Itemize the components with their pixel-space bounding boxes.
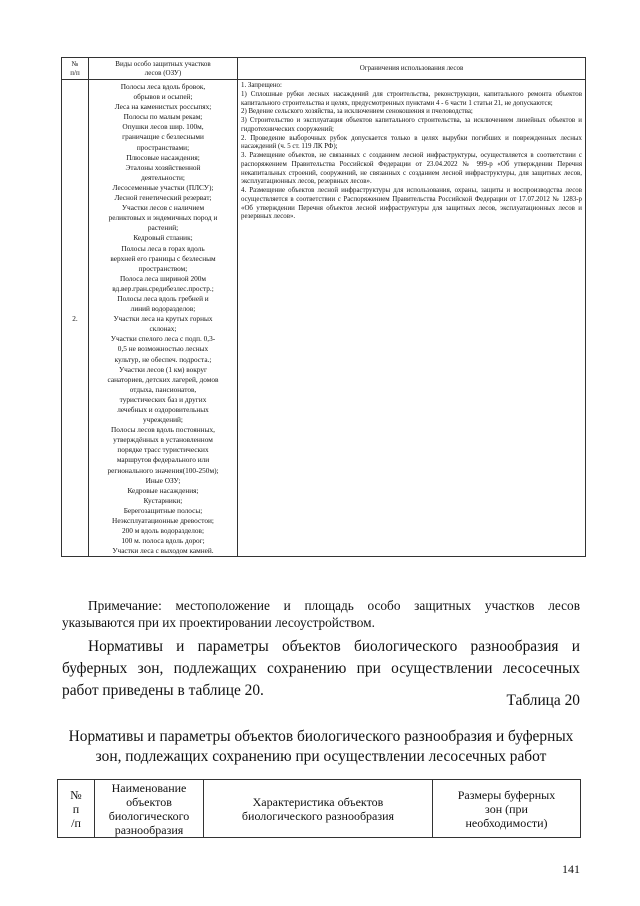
restrictions-cell (238, 80, 586, 557)
header-buffer-size (433, 780, 581, 838)
ozu-type-line: обрывов и осыпей; (133, 92, 193, 102)
body-paragraph: Нормативы и параметры объектов биологического разнообразия и буферных зон, подлежащих сохранению при осуществлении лесосечных работ приведены в таблице 20. (62, 638, 580, 699)
header-number-line: № (71, 60, 79, 68)
ozu-type-line: отдыха, пансионатов, (129, 384, 197, 394)
table-title: Нормативы и параметры объектов биологического разнообразия и буферных зон, подлежащих сохранению при осуществлении лесосечных работ (68, 728, 574, 765)
ozu-type-line: Участки леса на крутых горных (113, 314, 213, 324)
ozu-restrictions-table (61, 57, 586, 557)
header-number-line: п (72, 801, 80, 816)
ozu-type-line: туристических баз и других (119, 394, 207, 404)
header-buffer-size-line: необходимости) (465, 815, 548, 830)
ozu-type-line: Полосы по малым рекам; (123, 112, 203, 122)
ozu-type-line: верхней его границы с безлесным (110, 253, 216, 263)
ozu-type-line: Участки спелого леса с подп. 0,3- (110, 334, 216, 344)
ozu-type-line: маршрутов федерального или (116, 455, 210, 465)
ozu-types-cell (89, 80, 238, 557)
ozu-type-line: линий водоразделов; (130, 304, 196, 314)
header-buffer-size-line: Размеры буферных (457, 787, 556, 802)
table-row (62, 80, 586, 557)
ozu-type-line: регионального значения(100-250м); (107, 465, 219, 475)
table-header-row (62, 58, 586, 80)
header-number-line: № (70, 787, 82, 802)
ozu-type-line: растений; (147, 223, 179, 233)
ozu-type-line: Участки леса с выходом камней. (112, 546, 214, 556)
header-ozu-types (89, 58, 238, 80)
ozu-type-line: учреждений; (143, 415, 183, 425)
restriction-item: 3) Строительство и эксплуатация объектов капитального строительства, за исключением линейных объектов и гидротехнических сооружений; (241, 117, 582, 133)
restriction-item: 2. Проведение выборочных рубок допускается только в целях вырубки погибших и поврежденных лесных насаждений (ч. 5 ст. 119 ЛК РФ); (241, 134, 582, 151)
ozu-type-line: Полосы леса в горах вдоль (121, 243, 205, 253)
ozu-type-line: Полоса леса шириной 200м (119, 273, 207, 283)
note-paragraph: Примечание: местоположение и площадь особо защитных участков лесов указываются при их проектировании лесоустройством. (62, 598, 580, 630)
ozu-type-line: Участки лесов (1 км) вокруг (118, 364, 208, 374)
ozu-type-line: Полосы леса вдоль гребней и (117, 293, 209, 303)
ozu-type-line: Эталоны хозяйственной (125, 162, 201, 172)
ozu-type-line: Полосы лесов вдоль постоянных, (111, 425, 215, 435)
ozu-type-line: Иные ОЗУ; (145, 475, 181, 485)
ozu-type-line: Кустарники; (143, 495, 183, 505)
ozu-type-line: санаториев, детских лагерей, домов (107, 374, 219, 384)
ozu-type-line: Берегозащитные полосы; (123, 505, 203, 515)
header-object-name-line: объектов (126, 794, 172, 809)
table-header-row (58, 780, 581, 838)
ozu-type-line: утверждённых в установленном (113, 435, 213, 445)
ozu-type-line: склонах; (149, 324, 177, 334)
header-characteristic-line: биологического разнообразия (241, 808, 395, 823)
header-ozu-types-line: лесов (ОЗУ) (144, 68, 182, 77)
ozu-type-line: граничащие с безлесными (122, 132, 204, 142)
ozu-type-line: реликтовых и эндемичных пород и (108, 213, 218, 223)
ozu-type-line: Опушки лесов шир. 100м, (122, 122, 204, 132)
header-ozu-types-line: Виды особо защитных участков (115, 60, 211, 68)
header-number-line: п/п (70, 68, 80, 77)
ozu-type-line: 100 м. полоса вдоль дорог; (121, 536, 205, 546)
header-object-name-line: разнообразия (114, 822, 184, 837)
restriction-item: 3. Размещение объектов, не связанных с созданием лесной инфраструктуры, осуществляется в соответствии с распоряжением Правительства Российской Федерации от 23.04.2022 № 999-р «Об утверждении Перечня некапитальных строений, сооружений, не связанных с созданием лесной инфраструктуры, для защитных лесов, эксплуатационных лесов, резервных лесов». (241, 152, 582, 186)
restriction-item: 1. Запрещено: (241, 82, 282, 89)
restriction-item: 1) Сплошные рубки лесных насаждений для строительства, реконструкции, капитального ремонта объектов капитального строительства и целях, предусмотренных пунктами 4 - 6 части 1 статьи 21, не допускаются; (241, 90, 582, 107)
header-number-line: /п (71, 815, 81, 830)
ozu-type-line: Плюсовые насаждения; (126, 152, 200, 162)
ozu-type-line: лечебных и оздоровительных (117, 405, 209, 414)
header-number (62, 58, 89, 80)
biodiversity-table (57, 779, 581, 838)
ozu-type-line: пространством; (138, 263, 188, 273)
ozu-type-line: Кедровый стланик; (133, 233, 193, 243)
header-number (58, 780, 95, 838)
ozu-type-line: культур, не обеспеч. подроста.; (114, 354, 212, 364)
ozu-type-line: Леса на каменистых россыпях; (114, 102, 212, 112)
ozu-type-line: 0,5 не возможностью лесных (117, 344, 209, 354)
restriction-item: 4. Размещение объектов лесной инфраструктуры для использования, охраны, защиты и воспроизводства лесов осуществляется в соответствии с Распоряжением Правительства Российской Федерации от 17.07.2012 № 1283-р «Об утверждении Перечня объектов лесной инфраструктуры для защитных лесов, эксплуатационных лесов и резервных лесов». (241, 187, 582, 221)
ozu-type-line: деятельности; (141, 172, 185, 182)
header-characteristic (204, 780, 433, 838)
header-object-name-line: Наименование (111, 780, 187, 795)
header-restrictions: Ограничения использования лесов (238, 58, 586, 80)
header-object-name (95, 780, 204, 838)
restriction-item: 2) Ведение сельского хозяйства, за исключением сенокошения и пчеловодства; (241, 108, 473, 116)
header-characteristic-line: Характеристика объектов (252, 794, 384, 809)
ozu-type-line: пространствами; (136, 142, 190, 152)
ozu-type-line: 200 м вдоль водоразделов; (121, 526, 205, 536)
ozu-type-line: вд.вер.гран.средибезлес.простр.; (112, 283, 214, 293)
ozu-type-line: Участки лесов с наличием (121, 203, 205, 213)
ozu-type-line: порядке трасс туристических (117, 445, 209, 455)
header-buffer-size-line: зон (при (485, 801, 528, 816)
page-number: 141 (562, 862, 580, 876)
ozu-type-line: Лесосеменные участки (ПЛСУ); (112, 182, 214, 192)
table-label: Таблица 20 (506, 692, 580, 709)
ozu-type-line: Кедровые насаждения; (127, 485, 199, 495)
row-number: 2. (62, 80, 89, 557)
ozu-type-line: Неэксплуатационные древостои; (112, 516, 214, 526)
ozu-type-line: Лесной генетический резерват; (114, 193, 212, 203)
header-object-name-line: биологического (108, 808, 190, 823)
ozu-type-line: Полосы леса вдоль бровок, (120, 82, 206, 91)
